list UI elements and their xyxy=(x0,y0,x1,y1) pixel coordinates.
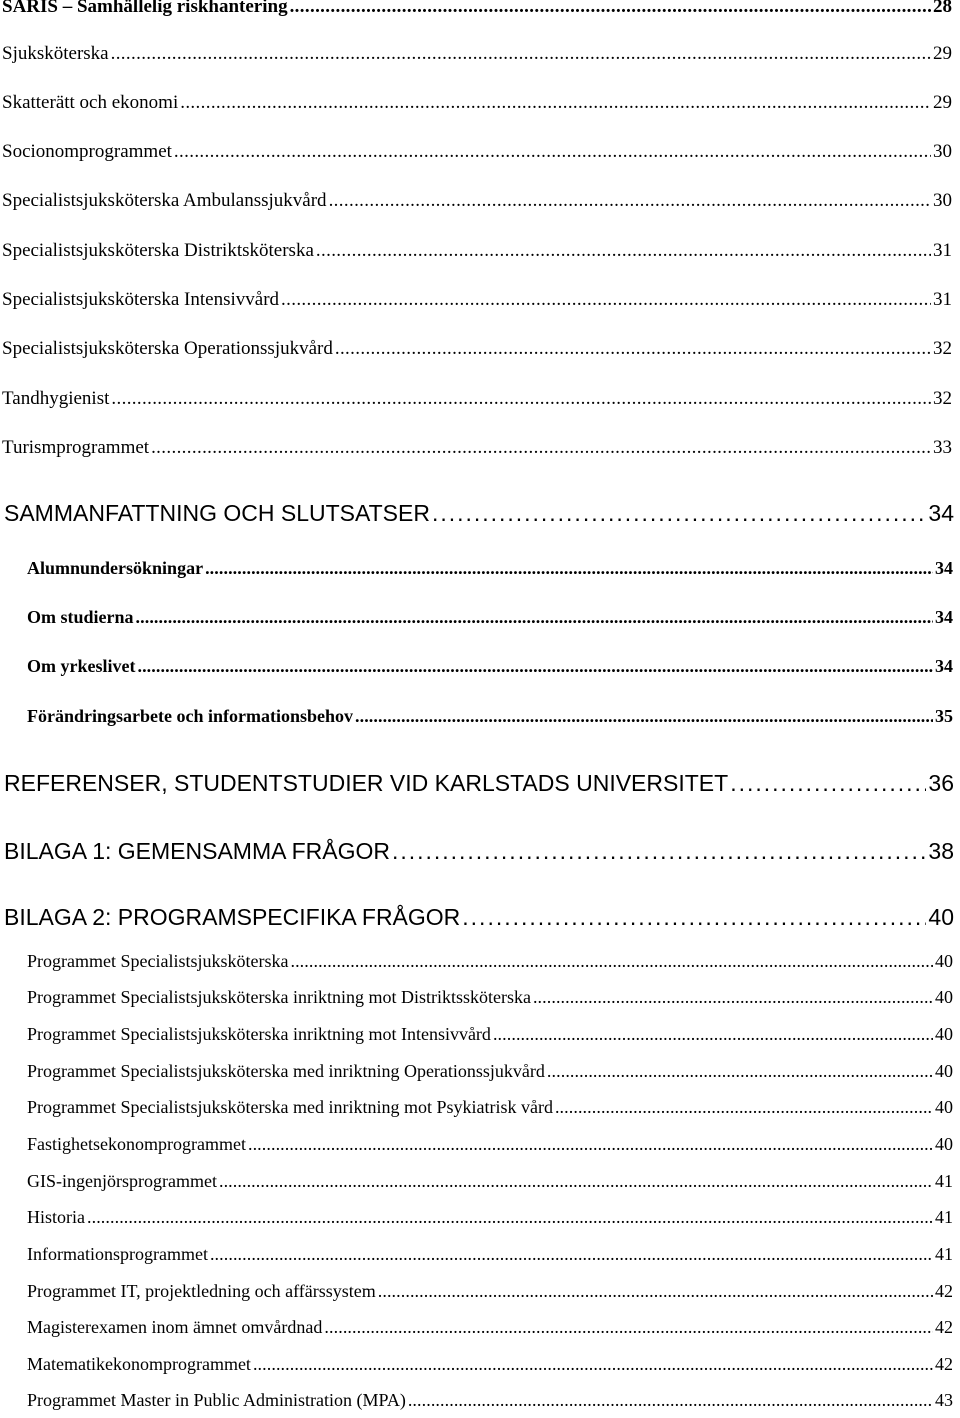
dot-leader xyxy=(87,1207,933,1228)
dot-leader xyxy=(324,1317,933,1338)
toc-entry-page: 30 xyxy=(933,141,952,162)
toc-entry-page: 29 xyxy=(933,43,952,64)
toc-entry-page: 36 xyxy=(928,770,954,796)
toc-entry-label: Specialistsjuksköterska Distriktsköterska xyxy=(2,240,314,261)
toc-entry-page: 40 xyxy=(935,951,953,971)
dot-leader xyxy=(151,437,931,459)
toc-entry[interactable] xyxy=(2,240,952,270)
toc-entry-label: Socionomprogrammet xyxy=(2,141,172,162)
toc-entry[interactable] xyxy=(2,388,952,418)
dot-leader xyxy=(432,500,926,527)
toc-entry-page: 40 xyxy=(928,904,954,930)
dot-leader xyxy=(335,338,931,360)
toc-entry-page: 41 xyxy=(935,1207,953,1227)
toc-entry-page: 40 xyxy=(935,987,953,1007)
toc-entry-label: Programmet Specialistsjuksköterska xyxy=(27,951,289,971)
dot-leader xyxy=(210,1244,933,1265)
toc-entry-page: 34 xyxy=(935,607,953,627)
dot-leader xyxy=(493,1024,933,1045)
toc-entry[interactable] xyxy=(27,607,953,635)
dot-leader xyxy=(533,987,933,1008)
toc-entry-label: Om yrkeslivet xyxy=(27,656,136,676)
toc-entry-label: Skatterätt och ekonomi xyxy=(2,92,179,113)
toc-heading[interactable] xyxy=(4,500,954,534)
dot-leader xyxy=(111,43,931,65)
toc-entry[interactable] xyxy=(27,706,953,734)
dot-leader xyxy=(378,1281,933,1302)
toc-entry-page: 40 xyxy=(935,1024,953,1044)
dot-leader xyxy=(136,607,933,628)
toc-entry[interactable] xyxy=(27,558,953,586)
toc-entry-label: REFERENSER, STUDENTSTUDIER VID KARLSTADS UNIVERSITET xyxy=(4,770,729,796)
toc-entry-page: 35 xyxy=(935,706,953,726)
toc-heading[interactable] xyxy=(4,904,954,938)
toc-entry[interactable] xyxy=(2,92,952,122)
toc-entry[interactable] xyxy=(27,1097,953,1125)
toc-entry[interactable] xyxy=(27,1171,953,1199)
toc-entry-page: 41 xyxy=(935,1171,953,1191)
dot-leader xyxy=(329,190,931,212)
toc-entry-page: 31 xyxy=(933,289,952,310)
toc-entry-page: 42 xyxy=(935,1317,953,1337)
toc-entry-label: Turismprogrammet xyxy=(2,437,150,458)
toc-entry-label: Tandhygienist xyxy=(2,388,110,409)
dot-leader xyxy=(730,770,926,797)
toc-entry[interactable] xyxy=(27,1244,953,1272)
toc-entry-page: 42 xyxy=(935,1281,953,1301)
toc-entry-label: Programmet Specialistsjuksköterska med inriktning mot Psykiatrisk vård xyxy=(27,1097,553,1117)
toc-entry-page: 34 xyxy=(935,558,953,578)
dot-leader xyxy=(316,240,931,262)
dot-leader xyxy=(462,904,926,931)
toc-entry[interactable] xyxy=(27,1024,953,1052)
toc-entry-page: 30 xyxy=(933,190,952,211)
toc-entry-label: Om studierna xyxy=(27,607,134,627)
dot-leader xyxy=(555,1097,933,1118)
toc-entry-label: Specialistsjuksköterska Intensivvård xyxy=(2,289,280,310)
toc-entry-label: Matematikekonomprogrammet xyxy=(27,1354,251,1374)
toc-entry-page: 32 xyxy=(933,338,952,359)
toc-entry-page: 34 xyxy=(935,656,953,676)
dot-leader xyxy=(355,706,933,727)
toc-entry[interactable] xyxy=(27,987,953,1015)
toc-entry-page: 34 xyxy=(928,500,954,526)
toc-entry-label: Alumnundersökningar xyxy=(27,558,204,578)
dot-leader xyxy=(174,141,931,163)
dot-leader xyxy=(290,951,933,972)
dot-leader xyxy=(281,289,931,311)
toc-entry[interactable] xyxy=(27,1061,953,1089)
dot-leader xyxy=(253,1354,933,1375)
toc-entry-page: 31 xyxy=(933,240,952,261)
dot-leader xyxy=(290,0,931,18)
toc-entry-label: Magisterexamen inom ämnet omvårdnad xyxy=(27,1317,323,1337)
toc-entry[interactable] xyxy=(27,951,953,979)
toc-entry-label: Programmet Specialistsjuksköterska inriktning mot Intensivvård xyxy=(27,1024,491,1044)
dot-leader xyxy=(205,558,933,579)
toc-entry-label: Programmet Specialistsjuksköterska inriktning mot Distriktssköterska xyxy=(27,987,531,1007)
toc-entry-label: Informationsprogrammet xyxy=(27,1244,208,1264)
toc-entry[interactable] xyxy=(27,1354,953,1382)
toc-entry-label: BILAGA 1: GEMENSAMMA FRÅGOR xyxy=(4,838,390,864)
toc-entry[interactable] xyxy=(27,1281,953,1309)
toc-heading[interactable] xyxy=(4,838,954,872)
toc-entry-page: 40 xyxy=(935,1061,953,1081)
toc-entry[interactable] xyxy=(2,141,952,171)
toc-entry[interactable] xyxy=(2,0,952,26)
toc-entry-label: Historia xyxy=(27,1207,85,1227)
toc-entry-label: Programmet Master in Public Administration (MPA) xyxy=(27,1390,406,1410)
toc-entry[interactable] xyxy=(2,289,952,319)
dot-leader xyxy=(111,388,931,410)
toc-entry[interactable] xyxy=(27,1390,953,1418)
dot-leader xyxy=(547,1061,933,1082)
toc-entry-label: Fastighetsekonomprogrammet xyxy=(27,1134,246,1154)
dot-leader xyxy=(248,1134,933,1155)
toc-entry[interactable] xyxy=(27,656,953,684)
toc-entry[interactable] xyxy=(2,437,952,467)
toc-entry[interactable] xyxy=(2,338,952,368)
toc-entry-page: 33 xyxy=(933,437,952,458)
toc-heading[interactable] xyxy=(4,770,954,804)
toc-entry-label: BILAGA 2: PROGRAMSPECIFIKA FRÅGOR xyxy=(4,904,461,930)
toc-entry[interactable] xyxy=(2,43,952,73)
toc-entry-label: Specialistsjuksköterska Operationssjukvård xyxy=(2,338,333,359)
toc-entry-label: Specialistsjuksköterska Ambulanssjukvård xyxy=(2,190,327,211)
toc-entry[interactable] xyxy=(27,1207,953,1235)
toc-entry-label: Sjuksköterska xyxy=(2,43,109,64)
toc-entry-label: Programmet IT, projektledning och affärssystem xyxy=(27,1281,376,1301)
toc-entry-page: 29 xyxy=(933,92,952,113)
toc-entry-page: 28 xyxy=(933,0,952,17)
toc-entry-page: 40 xyxy=(935,1134,953,1154)
toc-entry-label: SARIS – Samhällelig riskhantering xyxy=(2,0,288,17)
dot-leader xyxy=(180,92,931,114)
toc-entry-label: Förändringsarbete och informationsbehov xyxy=(27,706,353,726)
toc-entry-label: Programmet Specialistsjuksköterska med inriktning Operationssjukvård xyxy=(27,1061,545,1081)
dot-leader xyxy=(392,838,926,865)
toc-entry-label: GIS-ingenjörsprogrammet xyxy=(27,1171,217,1191)
dot-leader xyxy=(408,1390,933,1411)
toc-entry[interactable] xyxy=(2,190,952,220)
dot-leader xyxy=(219,1171,933,1192)
toc-entry-page: 40 xyxy=(935,1097,953,1117)
toc-entry-page: 42 xyxy=(935,1354,953,1374)
toc-entry-page: 32 xyxy=(933,388,952,409)
toc-entry-label: SAMMANFATTNING OCH SLUTSATSER xyxy=(4,500,430,526)
toc-entry[interactable] xyxy=(27,1134,953,1162)
toc-entry-page: 43 xyxy=(935,1390,953,1410)
toc-entry[interactable] xyxy=(27,1317,953,1345)
dot-leader xyxy=(137,656,933,677)
toc-entry-page: 41 xyxy=(935,1244,953,1264)
toc-entry-page: 38 xyxy=(928,838,954,864)
